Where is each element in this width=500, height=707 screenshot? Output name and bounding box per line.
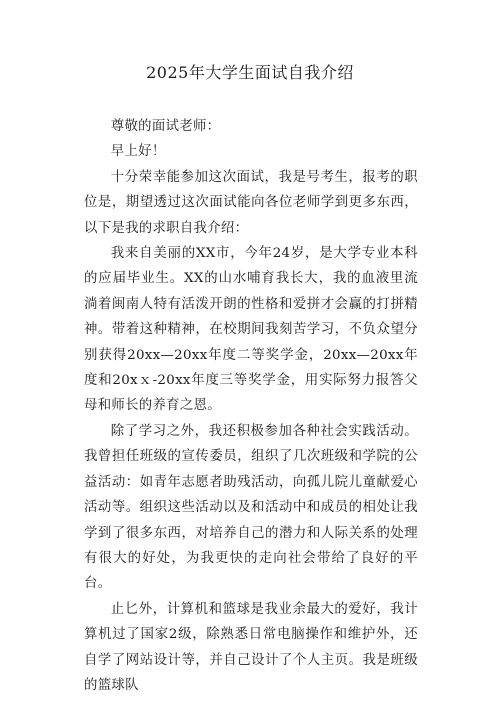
paragraph-hobbies: 止匕外，计算机和篮球是我业余最大的爱好，我计算机过了国家2级，除熟悉日常电脑操作和维护外，还自学了网站设计等，并自己设计了个人主页。我是班级的篮球队 xyxy=(84,601,418,693)
document-body xyxy=(84,114,418,698)
document-title: 2025年大学生面试自我介绍 xyxy=(146,63,354,82)
paragraph-activities: 除了学习之外，我还积极参加各种社会实践活动。我曾担任班级的宣传委员，组织了几次班级和学院的公益活动：如青年志愿者助残活动，向孤儿院儿童献爱心活动等。组织这些活动以及和活动中和成员的相处让我学到了很多东西，对培养自己的潜力和人际关系的处理有很大的好处，为我更快的走向社会带给了良好的平台。 xyxy=(84,423,418,592)
salutation: 尊敬的面试老师： xyxy=(110,119,221,134)
paragraph-background: 我来自美丽的XX市，今年24岁，是大学专业本科的应届毕业生。XX的山水哺育我长大，我的血液里流淌着闽南人特有活泼开朗的性格和爱拼才会赢的打拼精神。带着这种精神，在校期间我刻苦学习，不负众望分别获得20xx—20xx年度二等奖学金，20xx—20xx年度和20xｘ-20xx年度三等奖学金，用实际努力报答父母和师长的养育之恩。 xyxy=(84,246,418,414)
greeting: 早上好！ xyxy=(110,144,166,160)
paragraph-intro: 十分荣幸能参加这次面试，我是号考生，报考的职位是，期望透过这次面试能向各位老师学到更多东西，以下是我的求职自我介绍： xyxy=(84,169,418,236)
